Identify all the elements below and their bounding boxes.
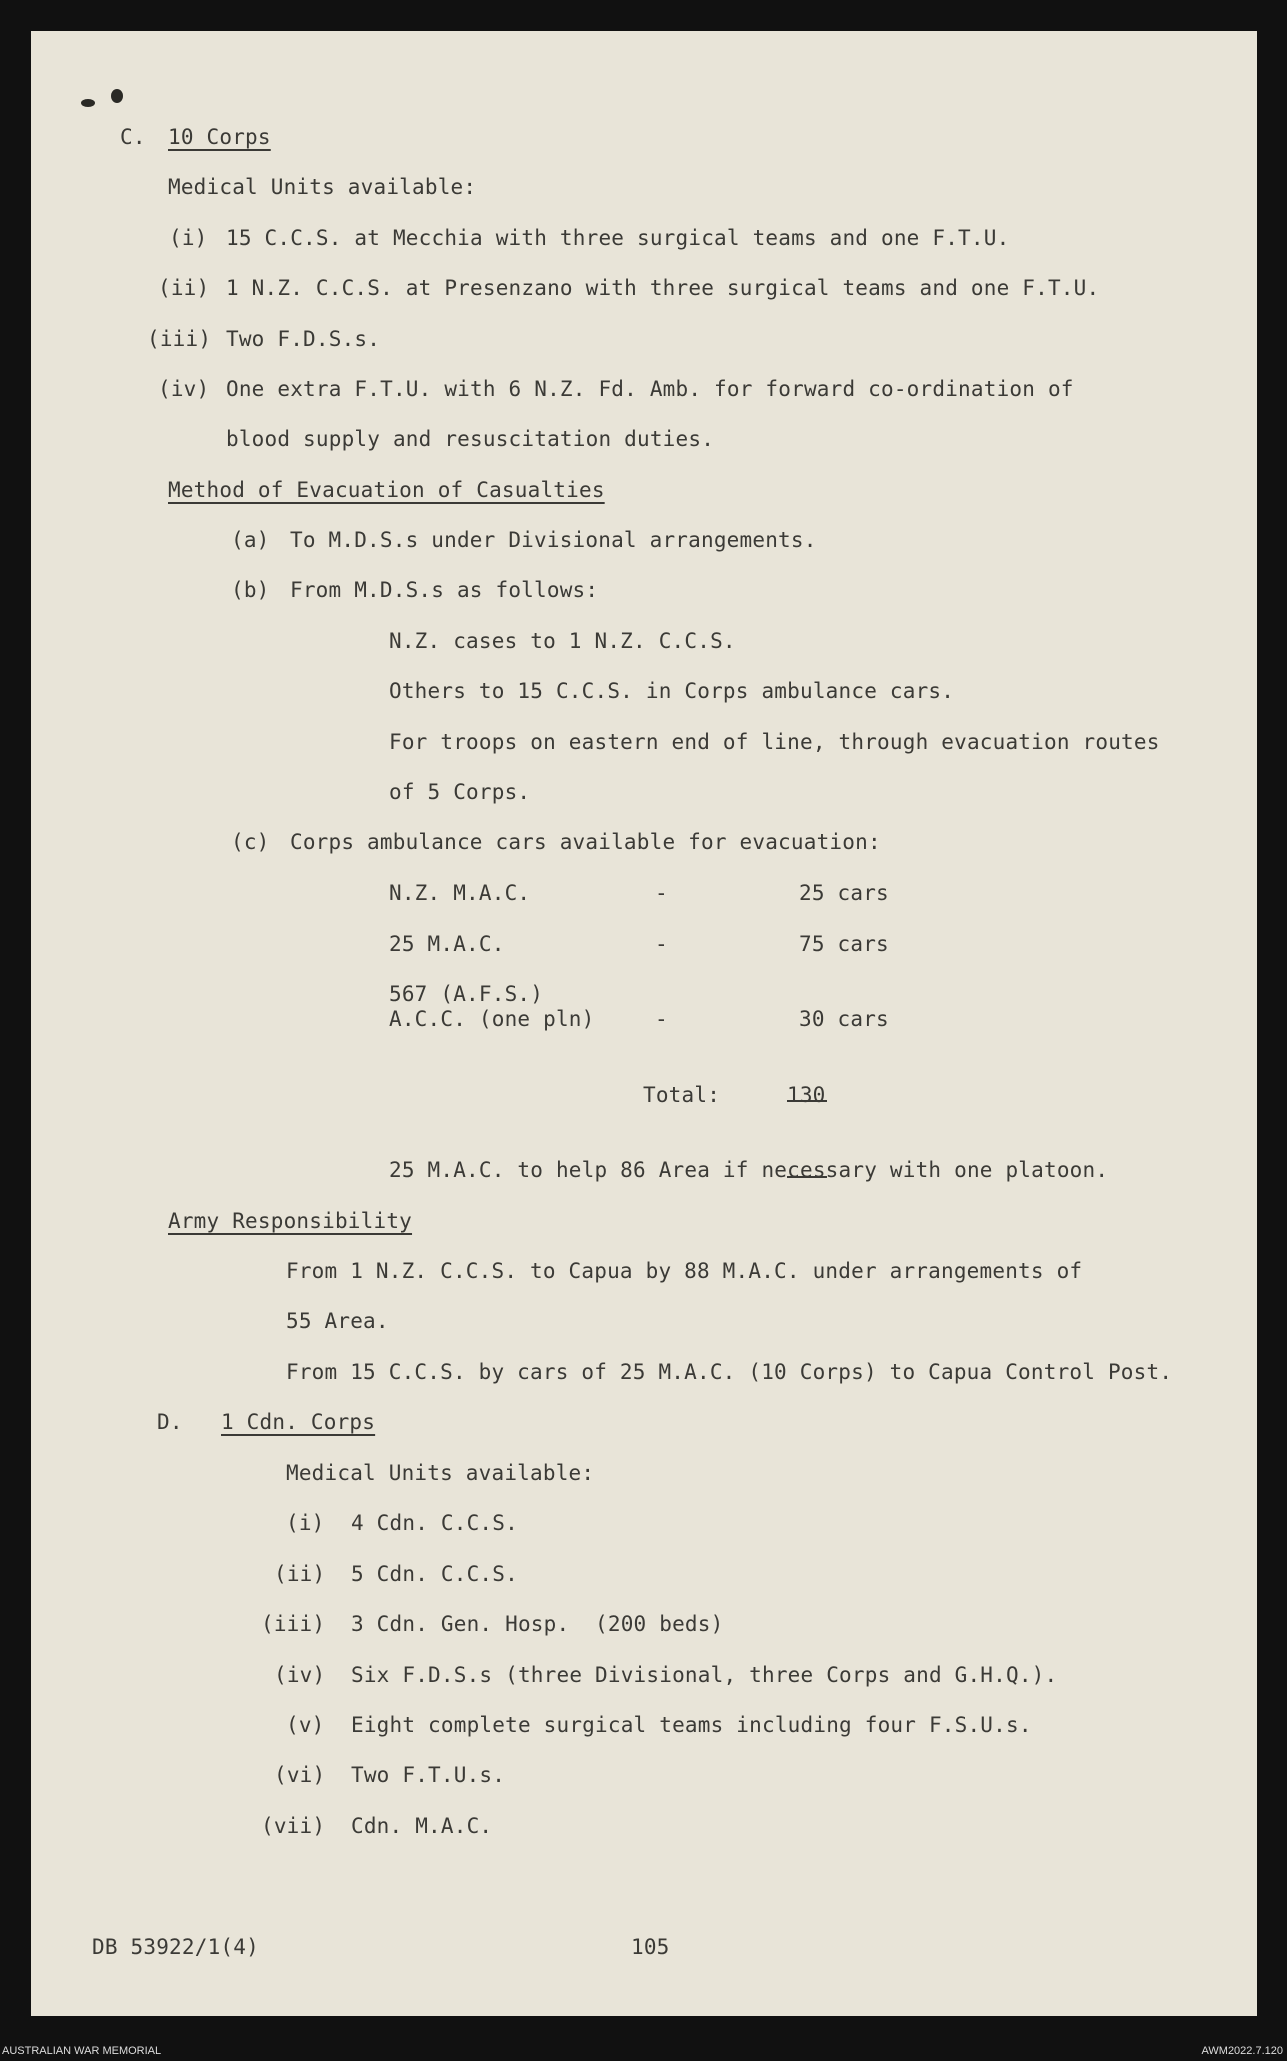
section-c-title: 10 Corps (168, 125, 271, 149)
cars-table-unit-continued: A.C.C. (one pln) (389, 1007, 595, 1031)
cars-table-dash: - (655, 1007, 668, 1031)
army-line: 55 Area. (286, 1309, 389, 1333)
unit-text: Two F.T.U.s. (351, 1763, 506, 1787)
evac-item-text: Corps ambulance cars available for evacuation: (290, 830, 881, 854)
unit-text: 5 Cdn. C.C.S. (351, 1562, 518, 1586)
unit-number: (ii) (274, 1562, 326, 1586)
unit-number: (vi) (274, 1763, 326, 1787)
cars-total-label: Total: (643, 1083, 721, 1107)
unit-text: 4 Cdn. C.C.S. (351, 1511, 518, 1535)
unit-text: Cdn. M.A.C. (351, 1814, 493, 1838)
unit-text: Six F.D.S.s (three Divisional, three Corps and G.H.Q.). (351, 1663, 1058, 1687)
unit-text: 15 C.C.S. at Mecchia with three surgical teams and one F.T.U. (226, 226, 1010, 250)
evacuation-heading: Method of Evacuation of Casualties (168, 478, 605, 502)
unit-number: (iii) (147, 327, 212, 351)
section-d-letter: D. (157, 1410, 183, 1434)
evac-item-number: (b) (231, 578, 270, 602)
unit-number: (iii) (261, 1612, 326, 1636)
unit-number: (v) (286, 1713, 325, 1737)
cars-table-count: 75 cars (799, 932, 889, 956)
unit-number: (ii) (158, 276, 210, 300)
archive-footer (0, 2031, 1287, 2061)
archive-item-id: AWM2022.7.120 (1201, 2045, 1283, 2057)
cars-table-dash: - (655, 932, 668, 956)
army-responsibility-heading: Army Responsibility (168, 1209, 413, 1233)
unit-number: (vii) (261, 1814, 326, 1838)
evac-route-line: Others to 15 C.C.S. in Corps ambulance cars. (389, 679, 955, 703)
section-d-title: 1 Cdn. Corps (221, 1410, 376, 1434)
punch-hole-mark (111, 89, 123, 103)
cars-table-count: 30 cars (799, 1007, 889, 1031)
document-reference: DB 53922/1(4) (92, 1935, 259, 1959)
cars-table-unit: N.Z. M.A.C. (389, 881, 531, 905)
cars-total-value: 130 (787, 1083, 826, 1107)
unit-text: Eight complete surgical teams including four F.S.U.s. (351, 1713, 1032, 1737)
section-d-units-heading: Medical Units available: (286, 1461, 595, 1485)
unit-number: (i) (169, 226, 208, 250)
section-c-units-heading: Medical Units available: (168, 175, 477, 199)
page-number: 105 (631, 1935, 670, 1959)
unit-text: Two F.D.S.s. (226, 327, 381, 351)
document-page (31, 31, 1257, 2016)
evac-route-line: For troops on eastern end of line, through evacuation routes (389, 730, 1160, 754)
unit-number: (i) (286, 1511, 325, 1535)
army-line: From 1 N.Z. C.C.S. to Capua by 88 M.A.C. under arrangements of (286, 1259, 1083, 1283)
cars-note: 25 M.A.C. to help 86 Area if necessary with one platoon. (389, 1158, 1109, 1182)
evac-item-text: From M.D.S.s as follows: (290, 578, 599, 602)
evac-item-number: (a) (231, 528, 270, 552)
unit-number: (iv) (274, 1663, 326, 1687)
unit-text: 1 N.Z. C.C.S. at Presenzano with three surgical teams and one F.T.U. (226, 276, 1100, 300)
unit-text: 3 Cdn. Gen. Hosp. (200 beds) (351, 1612, 724, 1636)
section-c-letter: C. (120, 125, 146, 149)
unit-text-continued: blood supply and resuscitation duties. (226, 427, 715, 451)
cars-table-count: 25 cars (799, 881, 889, 905)
cars-table-unit: 567 (A.F.S.) (389, 982, 544, 1006)
unit-text: One extra F.T.U. with 6 N.Z. Fd. Amb. for forward co-ordination of (226, 377, 1074, 401)
evac-route-line: of 5 Corps. (389, 780, 531, 804)
archive-name: AUSTRALIAN WAR MEMORIAL (2, 2045, 162, 2057)
evac-route-line: N.Z. cases to 1 N.Z. C.C.S. (389, 629, 736, 653)
evac-item-number: (c) (231, 830, 270, 854)
punch-hole-mark (81, 99, 95, 107)
army-line: From 15 C.C.S. by cars of 25 M.A.C. (10 Corps) to Capua Control Post. (286, 1360, 1173, 1384)
cars-table-dash: - (655, 881, 668, 905)
evac-item-text: To M.D.S.s under Divisional arrangements. (290, 528, 817, 552)
cars-table-unit: 25 M.A.C. (389, 932, 505, 956)
unit-number: (iv) (158, 377, 210, 401)
